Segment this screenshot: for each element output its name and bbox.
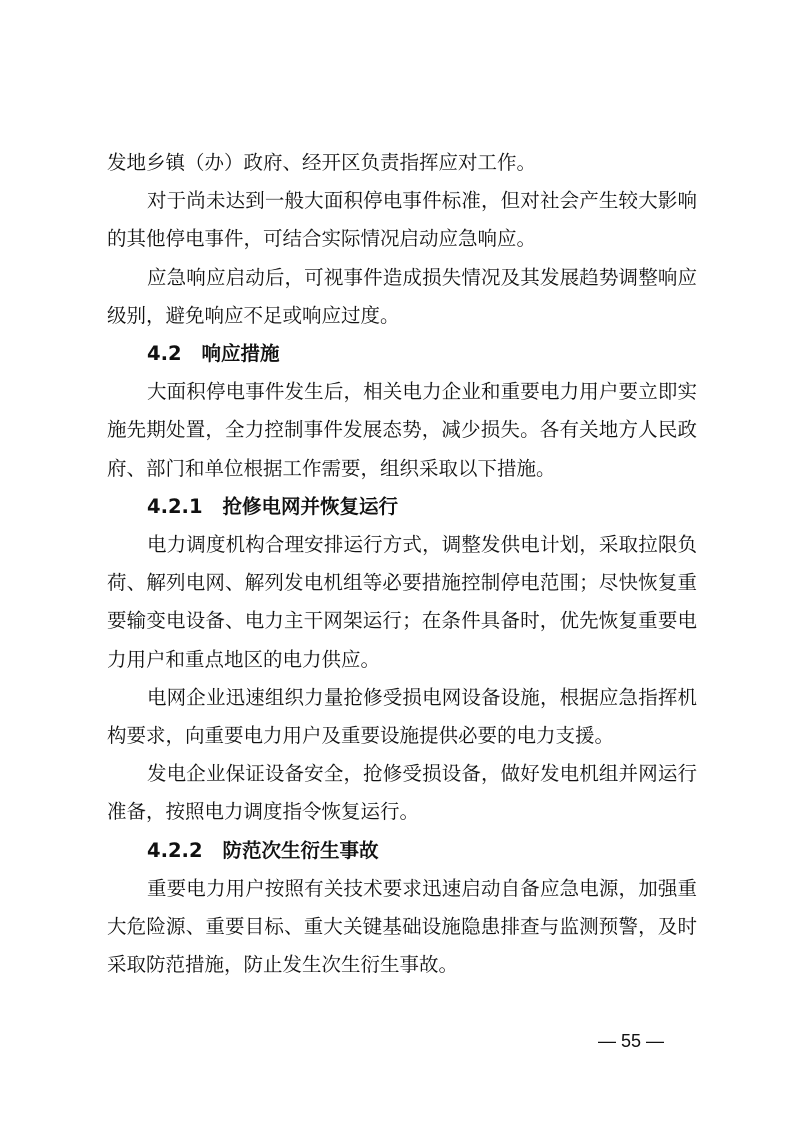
paragraph: 对于尚未达到一般大面积停电事件标准，但对社会产生较大影响的其他停电事件，可结合实际情况启动应急响应。 — [107, 189, 697, 251]
section-heading-4-2 — [107, 335, 697, 373]
section-heading-4-2-2 — [107, 832, 697, 870]
paragraph-continuation: 发地乡镇（办）政府、经开区负责指挥应对工作。 — [107, 151, 537, 174]
section-number: 4.2.1 — [147, 494, 203, 518]
page-number: — 55 — — [598, 1031, 665, 1051]
section-heading-4-2-1 — [107, 488, 697, 526]
paragraph: 应急响应启动后，可视事件造成损失情况及其发展趋势调整响应级别，避免响应不足或响应过度。 — [107, 265, 697, 327]
document-body — [107, 144, 697, 984]
paragraph: 发电企业保证设备安全，抢修受损设备，做好发电机组并网运行准备，按照电力调度指令恢复运行。 — [107, 762, 697, 824]
section-number: 4.2.2 — [147, 838, 203, 862]
paragraph: 大面积停电事件发生后，相关电力企业和重要电力用户要立即实施先期处置，全力控制事件发展态势，减少损失。各有关地方人民政府、部门和单位根据工作需要，组织采取以下措施。 — [107, 380, 697, 480]
section-title: 防范次生衍生事故 — [222, 838, 379, 862]
paragraph: 重要电力用户按照有关技术要求迅速启动自备应急电源，加强重大危险源、重要目标、重大关键基础设施隐患排查与监测预警，及时采取防范措施，防止发生次生衍生事故。 — [107, 876, 697, 977]
section-title: 抢修电网并恢复运行 — [222, 494, 399, 518]
section-number: 4.2 — [147, 342, 182, 366]
section-title: 响应措施 — [201, 342, 280, 366]
paragraph: 电网企业迅速组织力量抢修受损电网设备设施，根据应急指挥机构要求，向重要电力用户及重要设施提供必要的电力支援。 — [107, 685, 697, 748]
paragraph: 电力调度机构合理安排运行方式，调整发供电计划，采取拉限负荷、解列电网、解列发电机组等必要措施控制停电范围；尽快恢复重要输变电设备、电力主干网架运行；在条件具备时，优先恢复重要电力用户和重点地区的电力供应。 — [107, 533, 697, 671]
